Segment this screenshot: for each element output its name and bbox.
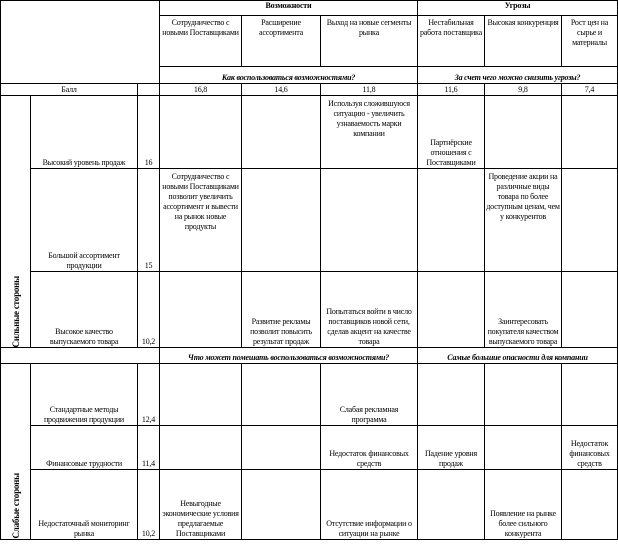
- matrix-cell: Падение уровня продаж: [418, 426, 485, 470]
- matrix-cell: Недостаток финансовых средств: [562, 426, 618, 470]
- strengths-side-label: Сильные стороны: [1, 96, 31, 348]
- score-row: [1, 84, 618, 96]
- opportunity-item-2: Расширение ассортимента: [242, 16, 321, 67]
- threat-item-2: Высокая конкуренция: [485, 16, 562, 67]
- matrix-cell: [485, 96, 562, 169]
- matrix-cell: Недостаток финансовых средств: [321, 426, 418, 470]
- matrix-cell: [562, 272, 618, 348]
- matrix-cell: [562, 470, 618, 540]
- matrix-cell: [242, 96, 321, 169]
- matrix-cell: Используя сложившуюся ситуацию - увеличить узнаваемость марки компании: [321, 96, 418, 169]
- threat-score-3: 7,4: [562, 84, 618, 96]
- threat-score-1: 11,6: [418, 84, 485, 96]
- matrix-cell: [242, 364, 321, 426]
- matrix-cell: [242, 426, 321, 470]
- matrix-cell: Попытаться войти в число поставщиков новой сети, сделав акцент на качестве товара: [321, 272, 418, 348]
- weakness-row: [1, 470, 618, 540]
- matrix-cell: Слабая рекламная программа: [321, 364, 418, 426]
- strength-label: Высокое качество выпускаемого товара: [31, 272, 138, 348]
- matrix-cell: [485, 364, 562, 426]
- weakness-label: Финансовые трудности: [31, 426, 138, 470]
- matrix-cell: Появление на рынке более сильного конкурента: [485, 470, 562, 540]
- opportunity-item-3: Выход на новые сегменты рынка: [321, 16, 418, 67]
- matrix-cell: [485, 426, 562, 470]
- corner-cell: [1, 1, 160, 84]
- weakness-row: [1, 364, 618, 426]
- strength-label: Высокий уровень продаж: [31, 96, 138, 169]
- opportunities-header: Возможности: [160, 1, 418, 16]
- matrix-cell: [242, 169, 321, 272]
- score-spacer: [138, 84, 160, 96]
- opportunity-item-1: Сотрудничество с новыми Поставщиками: [160, 16, 242, 67]
- strength-score: 15: [138, 169, 160, 272]
- threat-score-2: 9,8: [485, 84, 562, 96]
- weakness-label: Недостаточный мониторинг рынка: [31, 470, 138, 540]
- matrix-cell: Партнёрские отношения с Поставщиками: [418, 96, 485, 169]
- matrix-cell: [418, 169, 485, 272]
- strength-row: [1, 169, 618, 272]
- opportunity-score-3: 11,8: [321, 84, 418, 96]
- weaknesses-side-label: Слабые стороны: [1, 364, 31, 540]
- threat-item-3: Рост цен на сырье и материалы: [562, 16, 618, 67]
- weakness-score: 11,4: [138, 426, 160, 470]
- matrix-cell: [321, 169, 418, 272]
- opportunity-score-1: 16,8: [160, 84, 242, 96]
- strength-score: 10,2: [138, 272, 160, 348]
- question-dangers: Самые большие опасности для компании: [418, 348, 618, 364]
- matrix-cell: [562, 169, 618, 272]
- matrix-cell: Сотрудничество с новыми Поставщиками позволит увеличить ассортимент и вывести на рынок новые продукты: [160, 169, 242, 272]
- score-label: Балл: [1, 84, 138, 96]
- weakness-questions-row: [1, 348, 618, 364]
- question-opportunities: Как воспользоваться возможностями?: [160, 67, 418, 84]
- matrix-cell: [160, 272, 242, 348]
- weakness-row: [1, 426, 618, 470]
- opportunity-score-2: 14,6: [242, 84, 321, 96]
- matrix-cell: Невыгодные экономические условия предлагаемые Поставщиками: [160, 470, 242, 540]
- matrix-cell: [418, 364, 485, 426]
- weakness-label: Стандартные методы продвижения продукции: [31, 364, 138, 426]
- weakness-score: 10,2: [138, 470, 160, 540]
- strength-row: [1, 272, 618, 348]
- matrix-cell: Проведение акции на различные виды товара по более доступным ценам, чем у конкурентов: [485, 169, 562, 272]
- strength-score: 16: [138, 96, 160, 169]
- middle-spacer: [1, 348, 160, 364]
- matrix-cell: [160, 364, 242, 426]
- matrix-cell: [242, 470, 321, 540]
- section-header-row: [1, 1, 618, 16]
- strength-row: [1, 96, 618, 169]
- strength-label: Большой ассортимент продукции: [31, 169, 138, 272]
- matrix-cell: [160, 96, 242, 169]
- matrix-cell: Развитие рекламы позволит повысить результат продаж: [242, 272, 321, 348]
- threat-item-1: Нестабильная работа поставщика: [418, 16, 485, 67]
- matrix-cell: Заинтересовать покупателя качеством выпускаемого товара: [485, 272, 562, 348]
- matrix-cell: [418, 272, 485, 348]
- threats-header: Угрозы: [418, 1, 618, 16]
- question-weak-opportunities: Что может помешать воспользоваться возможностями?: [160, 348, 418, 364]
- matrix-cell: Отсутствие информации о ситуации на рынке: [321, 470, 418, 540]
- question-threats: За счет чего можно снизить угрозы?: [418, 67, 618, 84]
- matrix-cell: [562, 364, 618, 426]
- weakness-score: 12,4: [138, 364, 160, 426]
- matrix-cell: [418, 470, 485, 540]
- matrix-cell: [160, 426, 242, 470]
- matrix-cell: [562, 96, 618, 169]
